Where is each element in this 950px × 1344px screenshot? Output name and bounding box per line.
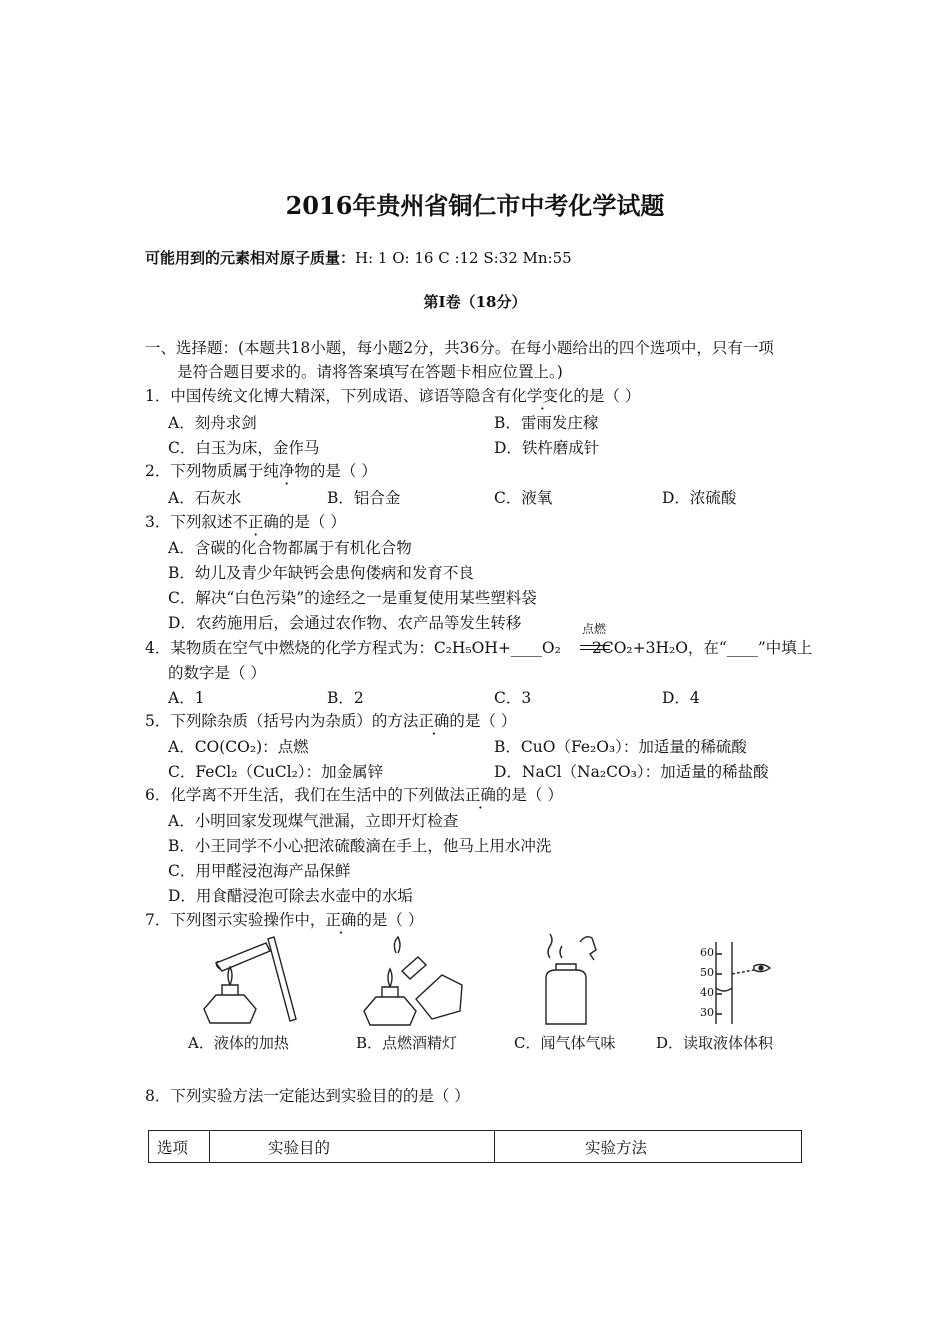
question-2	[145, 459, 377, 481]
atomic-masses	[145, 247, 572, 268]
q7-stem: 7．下列图示实验操作中，	[145, 911, 326, 929]
flame-icon	[388, 969, 392, 987]
masses-label: 可能用到的元素相对原子质量：	[145, 249, 356, 267]
alcohol-lamp-tilted	[416, 975, 462, 1019]
q7-caption-c: C．闻气体气味	[514, 1034, 616, 1052]
q4-equation-right: 2CO₂+3H₂O，在“____”中填上	[592, 639, 813, 657]
q3-option-c: C．解决“白色污染”的途经之一是重复使用某些塑料袋	[168, 589, 537, 607]
q2-emphasis: 纯净物	[263, 462, 310, 480]
q4-stem: 4．某物质在空气中燃烧的化学方程式为：C₂H₅OH+____O₂	[145, 639, 561, 657]
question-8: 8．下列实验方法一定能达到实验目的的是（ ）	[145, 1087, 470, 1105]
q5-option-c: C．FeCl₂（CuCl₂）：加金属锌	[168, 763, 384, 781]
q6-option-a: A．小明回家发现煤气泄漏，立即开灯检查	[168, 812, 459, 830]
q6-option-d: D．用食醋浸泡可除去水壶中的水垢	[168, 887, 413, 905]
flame-icon-2	[394, 937, 400, 953]
figure-lighting-lamp	[362, 935, 472, 1031]
q6-stem: 6．化学离不开生活，我们在生活中的下列做法	[145, 786, 465, 804]
q4-option-d: D．4	[662, 689, 700, 707]
q4-option-a: A．1	[168, 689, 205, 707]
face-profile-icon	[580, 937, 596, 960]
q4-option-b: B．2	[327, 689, 364, 707]
alcohol-lamp-body	[204, 995, 256, 1023]
page-title: 2016年贵州省铜仁市中考化学试题	[285, 191, 665, 220]
q1-stem: 1．中国传统文化博大精深，下列成语、谚语等隐含有	[145, 387, 512, 405]
q1-emphasis: 化学变化	[511, 387, 574, 405]
section-instructions-1: 一、选择题：(本题共18小题，每小题2分，共36分。在每小题给出的四个选项中，只有一项	[145, 339, 774, 357]
volume-heading: 第Ⅰ卷（18分）	[423, 293, 527, 311]
q1-option-a: A．刻舟求剑	[168, 414, 257, 432]
q3-option-b: B．幼儿及青少年缺钙会患佝偻病和发育不良	[168, 564, 474, 582]
masses-values: H: 1 O: 16 C :12 S:32 Mn:55	[355, 249, 572, 267]
figure-heating-liquid	[200, 935, 310, 1031]
question-3	[145, 510, 346, 532]
q4-option-c: C．3	[494, 689, 532, 707]
q5-option-d: D．NaCl（Na₂CO₃）：加适量的稀盐酸	[494, 763, 769, 781]
q1-option-d: D．铁杵磨成针	[494, 439, 600, 457]
q6-emphasis: 正确	[464, 786, 496, 804]
scale-label-60: 60	[700, 946, 714, 959]
q7-caption-b: B．点燃酒精灯	[356, 1034, 458, 1052]
scale-label-40: 40	[700, 986, 714, 999]
q7-caption-d: D．读取液体体积	[656, 1034, 774, 1052]
q3-tail: 的是（ ）	[278, 513, 346, 531]
figure-smelling-gas	[530, 930, 610, 1030]
q5-option-b: B．CuO（Fe₂O₃）：加适量的稀硫酸	[494, 738, 747, 756]
q5-tail: 的是（ ）	[449, 712, 517, 730]
q6-option-c: C．用甲醛浸泡海产品保鲜	[168, 862, 351, 880]
q7-emphasis: 正确	[325, 911, 357, 929]
scale-label-50: 50	[700, 966, 714, 979]
test-tube	[216, 943, 270, 971]
q4-line2: 的数字是（ ）	[168, 664, 266, 682]
alcohol-lamp-left	[364, 997, 416, 1025]
section-instructions-2: 是符合题目要求的。请将答案填写在答题卡相应位置上。)	[177, 363, 563, 381]
question-1	[145, 384, 640, 406]
gas-wave-icon	[548, 934, 552, 958]
question-4	[145, 636, 561, 658]
meniscus	[716, 988, 732, 991]
q7-tail: 的是（ ）	[356, 911, 424, 929]
col-option: 选项	[149, 1131, 210, 1163]
q2-tail: 的是（ ）	[309, 462, 377, 480]
q3-option-d: D．农药施用后，会通过农作物、农产品等发生转移	[168, 614, 522, 632]
q5-option-a: A．CO(CO₂)：点燃	[168, 738, 309, 756]
q2-option-c: C．液氧	[494, 489, 553, 507]
q3-stem: 3．下列叙述	[145, 513, 233, 531]
q6-option-b: B．小王同学不小心把浓硫酸滴在手上，他马上用水冲洗	[168, 837, 552, 855]
scale-label-30: 30	[700, 1006, 714, 1019]
q5-emphasis: 正确	[418, 712, 450, 730]
experiment-table	[148, 1130, 802, 1163]
q7-caption-a: A．液体的加热	[188, 1034, 289, 1052]
q4-reaction-condition: 点燃	[582, 622, 607, 636]
question-6	[145, 783, 563, 805]
q2-stem: 2．下列物质属于	[145, 462, 264, 480]
table-header-row	[149, 1131, 802, 1163]
test-tube-holder	[268, 937, 296, 1021]
q1-tail: 的是（ ）	[573, 387, 641, 405]
q2-option-b: B．铝合金	[327, 489, 401, 507]
q3-emphasis: 不正确	[232, 513, 279, 531]
question-5	[145, 709, 516, 731]
q6-tail: 的是（ ）	[495, 786, 563, 804]
q1-option-c: C．白玉为床，金作马	[168, 439, 320, 457]
q2-option-a: A．石灰水	[168, 489, 242, 507]
q1-option-b: B．雷雨发庄稼	[494, 414, 599, 432]
q3-option-a: A．含碳的化合物都属于有机化合物	[168, 539, 412, 557]
q5-stem: 5．下列除杂质（括号内为杂质）的方法	[145, 712, 419, 730]
col-method: 实验方法	[495, 1131, 802, 1163]
col-purpose: 实验目的	[210, 1131, 495, 1163]
flame-icon	[228, 967, 232, 985]
gas-bottle	[546, 970, 586, 1024]
question-7	[145, 908, 423, 930]
q2-option-d: D．浓硫酸	[662, 489, 737, 507]
